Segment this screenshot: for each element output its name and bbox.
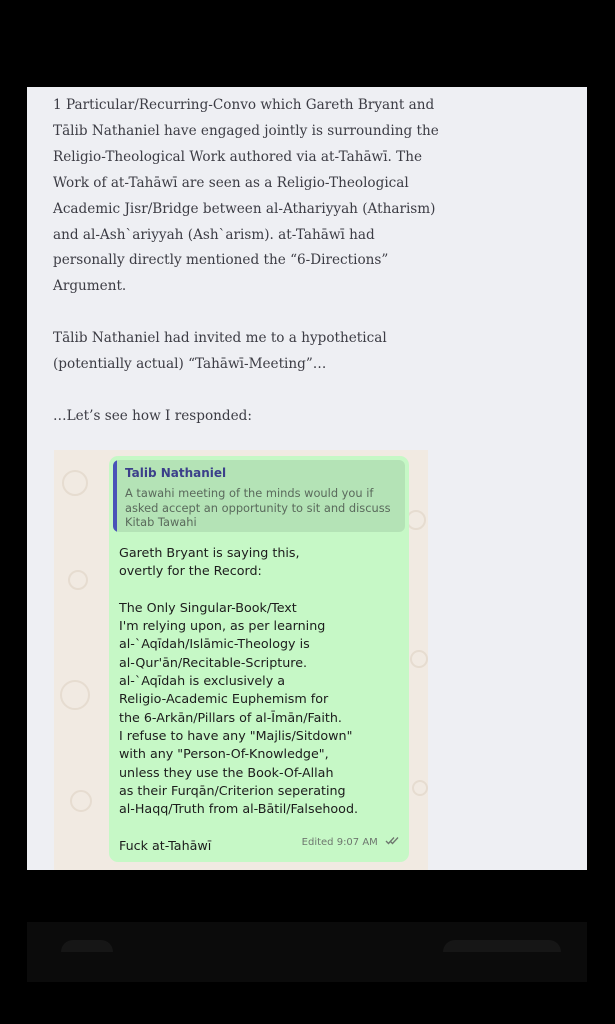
wallpaper-doodle bbox=[68, 570, 88, 590]
bottom-navigation-bar bbox=[27, 922, 587, 982]
quote-author: Talib Nathaniel bbox=[125, 466, 227, 480]
wallpaper-doodle bbox=[62, 470, 88, 496]
message-meta bbox=[302, 836, 399, 848]
article-paragraph-1: 1 Particular/Recurring-Convo which Gareth Bryant and Tālib Nathaniel have engaged jointly is surrounding the Religio-Theological Work authored via at-Tahāwī. The Work of at-Tahāwī are seen as a Religio-Theological Academic Jisr/Bridge between al-Athariyyah (Atharism) and al-Ash`ariyyah (Ash`arism). at-Tahāwī had personally directly mentioned the “6-Directions” Argument. bbox=[53, 97, 439, 295]
wallpaper-doodle bbox=[70, 790, 92, 812]
article-paragraph-3: …Let’s see how I responded: bbox=[53, 407, 252, 424]
message-text: Gareth Bryant is saying this, overtly for the Record: The Only Singular-Book/Text I'm relying upon, as per learning al-`Aqīdah/Islāmic-Theology is al-Qur'ān/Recitable-Scripture. al-`Aqīdah is exclusively a Religio-Academic Euphemism for the 6-Arkān/Pillars of al-Īmān/Faith. I refuse to have any "Majlis/Sitdown" with any "Person-Of-Knowledge", unless they use the Book-Of-Allah as their Furqān/Criterion seperating al-Haqq/Truth from al-Bātil/Falsehood. Fuck at-Tahāwī bbox=[119, 545, 359, 853]
message-bubble[interactable] bbox=[109, 456, 409, 862]
nav-left-shape bbox=[61, 940, 113, 952]
wallpaper-doodle bbox=[410, 650, 428, 668]
wallpaper-doodle bbox=[412, 780, 428, 796]
nav-right-shape bbox=[443, 940, 561, 952]
wallpaper-doodle bbox=[406, 510, 426, 530]
message-timestamp: Edited 9:07 AM bbox=[301, 837, 378, 848]
chat-screenshot bbox=[54, 450, 428, 870]
wallpaper-doodle bbox=[60, 680, 90, 710]
quote-text: A tawahi meeting of the minds would you if asked accept an opportunity to sit and discuss Kitab Tawahi bbox=[125, 486, 391, 529]
article-text bbox=[53, 93, 443, 456]
quote-accent-bar bbox=[113, 460, 117, 532]
article-paragraph-2: Tālib Nathaniel had invited me to a hypothetical (potentially actual) “Tahāwī-Meeting”… bbox=[53, 330, 387, 373]
quoted-reply[interactable] bbox=[113, 460, 405, 532]
double-check-icon bbox=[385, 836, 399, 848]
article-card bbox=[27, 87, 587, 870]
